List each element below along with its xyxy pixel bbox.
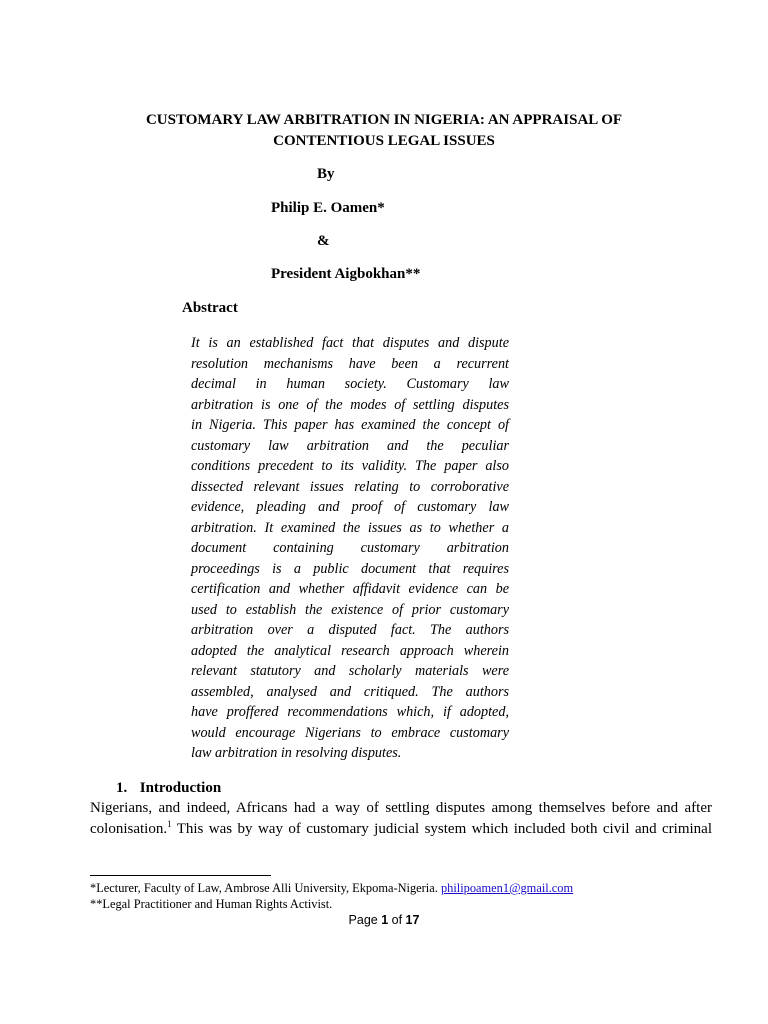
footnote-ref-1[interactable]: 1 [167, 819, 172, 829]
abstract-line: decimal in human society. Customary law [191, 376, 509, 392]
footnote-separator [90, 875, 271, 876]
abstract-line: used to establish the existence of prior customary [191, 601, 509, 618]
abstract-line: in Nigeria. This paper has examined the concept of [191, 417, 509, 433]
paper-title [0, 110, 768, 152]
abstract-line: proceedings is a public document that requires [191, 560, 509, 577]
abstract-line: conditions precedent to its validity. The paper also [191, 458, 509, 474]
page-label: Page [348, 913, 382, 927]
page-number [0, 911, 768, 929]
abstract-line: assembled, analysed and critiqued. The authors [191, 683, 509, 700]
page-current: 1 [381, 913, 389, 927]
body-line-2-start: colonisation. [90, 821, 168, 837]
author-email-link[interactable]: philipoamen1@gmail.com [440, 881, 574, 895]
abstract-line: have proffered recommendations which, if adopted, [191, 704, 509, 720]
section-heading-introduction [116, 778, 221, 798]
abstract-line: relevant statutory and scholarly materials were [191, 663, 509, 679]
section-number: 1. [116, 780, 128, 796]
abstract-line: arbitration over a disputed fact. The authors [191, 622, 509, 638]
abstract-line: adopted the analytical research approach wherein [191, 642, 509, 659]
body-line-2 [90, 819, 712, 840]
body-line-1: Nigerians, and indeed, Africans had a way of settling disputes among themselves before and after [90, 800, 712, 816]
abstract-line: dissected relevant issues relating to corroborative [191, 478, 509, 495]
abstract-line: certification and whether affidavit evidence can be [191, 581, 509, 597]
abstract-body [191, 333, 509, 764]
page-of: of [388, 913, 406, 927]
author-2: President Aigbokhan** [271, 266, 421, 282]
title-line-1: CUSTOMARY LAW ARBITRATION IN NIGERIA: AN APPRAISAL OF [145, 112, 623, 128]
abstract-line: evidence, pleading and proof of customary law [191, 499, 509, 515]
section-title: Introduction [139, 780, 222, 796]
footnote-2: **Legal Practitioner and Human Rights Activist. [90, 897, 333, 911]
abstract-line: customary law arbitration and the peculiar [191, 437, 509, 454]
title-line-2: CONTENTIOUS LEGAL ISSUES [273, 133, 495, 149]
footnote-1 [90, 880, 573, 896]
abstract-line: document containing customary arbitration [191, 540, 509, 556]
abstract-line: It is an established fact that disputes and dispute [191, 335, 509, 351]
abstract-line: arbitration is one of the modes of settling disputes [191, 396, 509, 413]
abstract-heading: Abstract [182, 300, 238, 316]
abstract-line: would encourage Nigerians to embrace customary [191, 724, 509, 741]
author-1: Philip E. Oamen* [271, 200, 385, 216]
byline-by: By [317, 166, 335, 182]
body-line-2-rest: This was by way of customary judicial system which included both civil and criminal [171, 821, 712, 837]
introduction-body [90, 798, 712, 840]
abstract-line: resolution mechanisms have been a recurrent [191, 355, 509, 372]
footnotes [90, 880, 573, 912]
footnote-1-text: *Lecturer, Faculty of Law, Ambrose Alli University, Ekpoma-Nigeria. [90, 881, 441, 895]
abstract-line: arbitration. It examined the issues as to whether a [191, 519, 509, 536]
page-total: 17 [405, 913, 420, 927]
abstract-line: law arbitration in resolving disputes. [191, 745, 402, 761]
author-ampersand: & [317, 233, 330, 249]
